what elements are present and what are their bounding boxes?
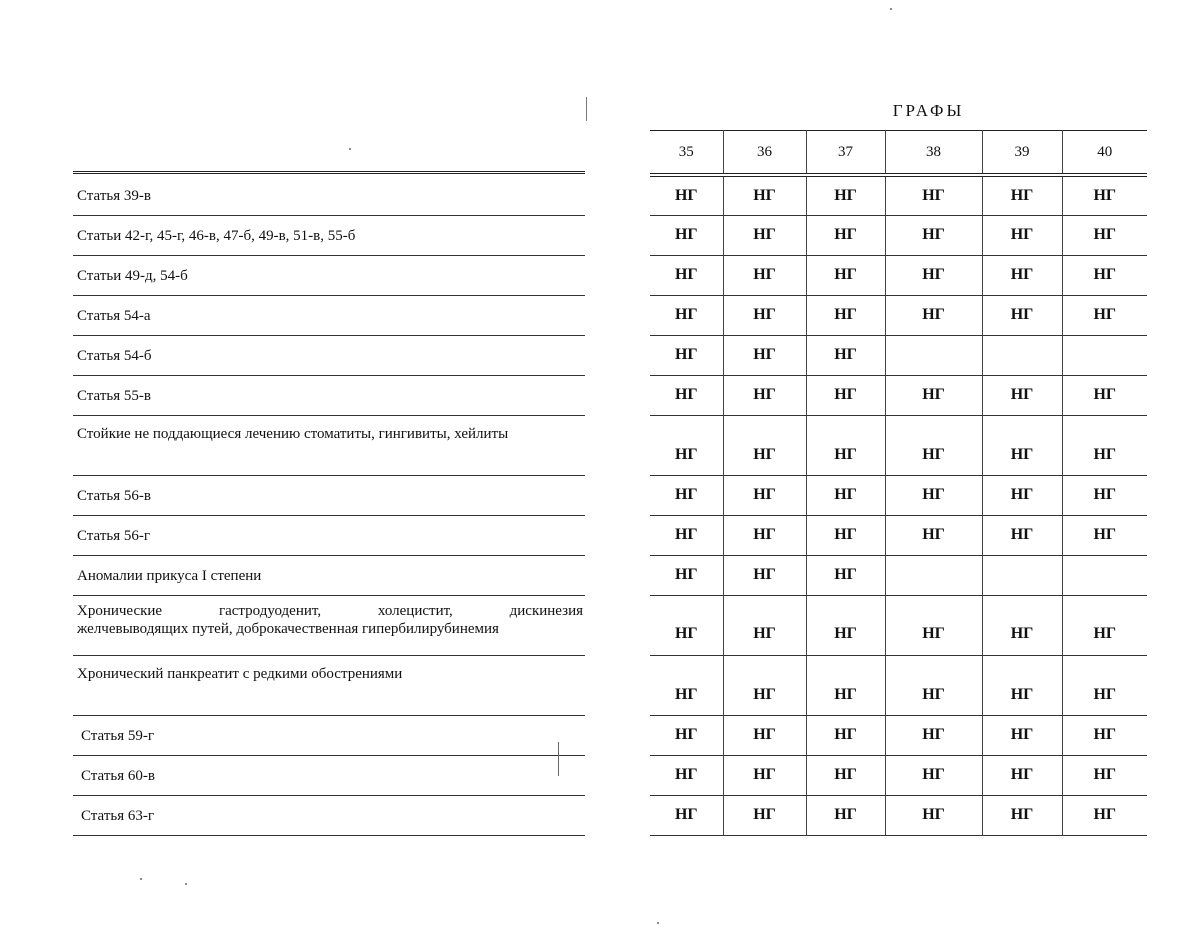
row-label-line: Хронические гастродуоденит, холецистит, дискинезия bbox=[77, 603, 583, 619]
table-cell: НГ bbox=[723, 255, 806, 295]
table-cell: НГ bbox=[982, 755, 1062, 795]
row-label bbox=[73, 596, 585, 656]
row-label bbox=[73, 376, 585, 416]
table-cell bbox=[1062, 335, 1147, 375]
table-cell: НГ bbox=[806, 375, 885, 415]
table-row bbox=[650, 595, 1147, 655]
table-cell: НГ bbox=[982, 295, 1062, 335]
row-label-line: желчевыводящих путей, доброкачественная гипербилирубинемия bbox=[77, 621, 499, 637]
scan-speck bbox=[657, 922, 659, 924]
table-row bbox=[650, 555, 1147, 595]
table-cell: НГ bbox=[723, 515, 806, 555]
table-cell: НГ bbox=[723, 655, 806, 715]
table-row bbox=[650, 175, 1147, 215]
row-label-text: Статья 54-б bbox=[77, 348, 152, 364]
table-cell: НГ bbox=[723, 715, 806, 755]
table-cell: НГ bbox=[885, 715, 982, 755]
table-cell: НГ bbox=[650, 215, 723, 255]
table-cell: НГ bbox=[1062, 515, 1147, 555]
table-row bbox=[650, 375, 1147, 415]
row-label bbox=[73, 296, 585, 336]
table-row bbox=[650, 715, 1147, 755]
table-cell: НГ bbox=[982, 215, 1062, 255]
row-labels-column bbox=[73, 171, 585, 836]
table-cell: НГ bbox=[723, 415, 806, 475]
table-cell: НГ bbox=[982, 515, 1062, 555]
table-cell: НГ bbox=[650, 295, 723, 335]
table-cell: НГ bbox=[806, 475, 885, 515]
column-header: 35 bbox=[650, 131, 723, 176]
table-cell: НГ bbox=[650, 595, 723, 655]
table-cell: НГ bbox=[982, 595, 1062, 655]
table-cell: НГ bbox=[723, 295, 806, 335]
table-cell: НГ bbox=[885, 175, 982, 215]
table-cell: НГ bbox=[885, 655, 982, 715]
column-header: 39 bbox=[982, 131, 1062, 176]
table-row bbox=[650, 255, 1147, 295]
table-cell bbox=[1062, 555, 1147, 595]
table-cell: НГ bbox=[806, 515, 885, 555]
row-label bbox=[73, 216, 585, 256]
table-cell: НГ bbox=[650, 795, 723, 835]
table-cell: НГ bbox=[1062, 475, 1147, 515]
table-cell: НГ bbox=[723, 755, 806, 795]
grafy-table-block bbox=[650, 100, 1147, 836]
scan-speck bbox=[890, 8, 892, 10]
table-cell: НГ bbox=[806, 415, 885, 475]
row-label-text: Статьи 49-д, 54-б bbox=[77, 268, 188, 284]
table-cell bbox=[885, 335, 982, 375]
table-cell: НГ bbox=[982, 415, 1062, 475]
table-cell: НГ bbox=[650, 255, 723, 295]
table-cell: НГ bbox=[723, 215, 806, 255]
table-cell: НГ bbox=[885, 755, 982, 795]
column-header: 36 bbox=[723, 131, 806, 176]
row-label-text: Статья 63-г bbox=[81, 808, 155, 824]
table-cell: НГ bbox=[650, 555, 723, 595]
table-cell: НГ bbox=[806, 295, 885, 335]
table-cell bbox=[982, 335, 1062, 375]
table-cell: НГ bbox=[1062, 595, 1147, 655]
table-cell: НГ bbox=[1062, 755, 1147, 795]
row-label bbox=[73, 416, 585, 476]
table-cell: НГ bbox=[650, 335, 723, 375]
table-cell: НГ bbox=[650, 175, 723, 215]
table-cell: НГ bbox=[1062, 655, 1147, 715]
table-cell: НГ bbox=[885, 295, 982, 335]
table-cell: НГ bbox=[1062, 175, 1147, 215]
column-header: 37 bbox=[806, 131, 885, 176]
table-cell: НГ bbox=[806, 655, 885, 715]
table-cell: НГ bbox=[723, 595, 806, 655]
table-cell: НГ bbox=[723, 175, 806, 215]
table-cell: НГ bbox=[1062, 215, 1147, 255]
table-cell: НГ bbox=[885, 595, 982, 655]
table-cell: НГ bbox=[1062, 715, 1147, 755]
table-row bbox=[650, 335, 1147, 375]
table-row bbox=[650, 515, 1147, 555]
table-cell: НГ bbox=[885, 215, 982, 255]
table-cell: НГ bbox=[806, 755, 885, 795]
table-row bbox=[650, 295, 1147, 335]
table-cell: НГ bbox=[885, 515, 982, 555]
table-cell: НГ bbox=[885, 475, 982, 515]
row-label bbox=[73, 476, 585, 516]
table-cell: НГ bbox=[806, 175, 885, 215]
scan-speck bbox=[349, 148, 351, 150]
row-label-text: Хронический панкреатит с редкими обострениями bbox=[77, 666, 403, 682]
table-cell: НГ bbox=[982, 655, 1062, 715]
table-cell: НГ bbox=[1062, 375, 1147, 415]
table-row bbox=[650, 795, 1147, 835]
row-label-text: Статья 59-г bbox=[81, 728, 155, 744]
table-row bbox=[650, 415, 1147, 475]
table-row bbox=[650, 215, 1147, 255]
table-row bbox=[650, 475, 1147, 515]
column-header: 40 bbox=[1062, 131, 1147, 176]
table-cell: НГ bbox=[806, 715, 885, 755]
table-cell: НГ bbox=[806, 255, 885, 295]
row-label-text: Статья 56-г bbox=[77, 528, 151, 544]
row-label-text: Статья 39-в bbox=[77, 188, 151, 204]
table-cell: НГ bbox=[1062, 415, 1147, 475]
scan-speck bbox=[140, 878, 142, 880]
table-cell bbox=[982, 555, 1062, 595]
row-label bbox=[73, 516, 585, 556]
column-header: 38 bbox=[885, 131, 982, 176]
table-cell: НГ bbox=[650, 415, 723, 475]
row-label-text: Статья 56-в bbox=[77, 488, 151, 504]
row-label-text: Статья 54-а bbox=[77, 308, 151, 324]
table-cell: НГ bbox=[885, 375, 982, 415]
table-cell: НГ bbox=[650, 515, 723, 555]
table-cell: НГ bbox=[982, 795, 1062, 835]
scan-speck bbox=[185, 883, 187, 885]
table-header-row bbox=[650, 131, 1147, 176]
table-cell: НГ bbox=[650, 715, 723, 755]
table-cell: НГ bbox=[885, 415, 982, 475]
row-label bbox=[73, 716, 585, 756]
row-label-text: Статья 55-в bbox=[77, 388, 151, 404]
row-label-text: Стойкие не поддающиеся лечению стоматиты, гингивиты, хейлиты bbox=[77, 426, 509, 442]
table-cell: НГ bbox=[885, 795, 982, 835]
row-label-text: Статья 60-в bbox=[81, 768, 155, 784]
row-label bbox=[73, 176, 585, 216]
table-cell: НГ bbox=[982, 375, 1062, 415]
grafy-table bbox=[650, 130, 1147, 836]
table-cell: НГ bbox=[1062, 795, 1147, 835]
table-cell: НГ bbox=[723, 375, 806, 415]
row-label-text: Аномалии прикуса I степени bbox=[77, 568, 262, 584]
page-fold-mark bbox=[586, 97, 587, 121]
table-cell: НГ bbox=[885, 255, 982, 295]
row-label-text: Статьи 42-г, 45-г, 46-в, 47-б, 49-в, 51-в, 55-б bbox=[77, 228, 356, 244]
table-cell: НГ bbox=[982, 175, 1062, 215]
table-cell: НГ bbox=[723, 795, 806, 835]
table-cell: НГ bbox=[723, 335, 806, 375]
table-row bbox=[650, 755, 1147, 795]
table-cell: НГ bbox=[806, 595, 885, 655]
row-label bbox=[73, 796, 585, 836]
table-cell: НГ bbox=[982, 715, 1062, 755]
row-label bbox=[73, 336, 585, 376]
table-cell: НГ bbox=[650, 655, 723, 715]
row-label bbox=[73, 256, 585, 296]
row-label-text bbox=[77, 602, 583, 638]
grafy-title: ГРАФЫ bbox=[892, 101, 965, 120]
row-label bbox=[73, 556, 585, 596]
table-cell: НГ bbox=[1062, 255, 1147, 295]
table-cell: НГ bbox=[650, 475, 723, 515]
row-label bbox=[73, 756, 585, 796]
table-cell: НГ bbox=[650, 755, 723, 795]
table-cell: НГ bbox=[806, 555, 885, 595]
table-cell bbox=[885, 555, 982, 595]
table-cell: НГ bbox=[806, 215, 885, 255]
scan-mark bbox=[558, 742, 559, 776]
table-cell: НГ bbox=[650, 375, 723, 415]
table-cell: НГ bbox=[982, 255, 1062, 295]
table-cell: НГ bbox=[723, 555, 806, 595]
table-cell: НГ bbox=[1062, 295, 1147, 335]
table-cell: НГ bbox=[806, 795, 885, 835]
table-cell: НГ bbox=[806, 335, 885, 375]
table-row bbox=[650, 655, 1147, 715]
table-cell: НГ bbox=[982, 475, 1062, 515]
table-cell: НГ bbox=[723, 475, 806, 515]
row-label bbox=[73, 656, 585, 716]
top-double-rule bbox=[73, 171, 585, 174]
